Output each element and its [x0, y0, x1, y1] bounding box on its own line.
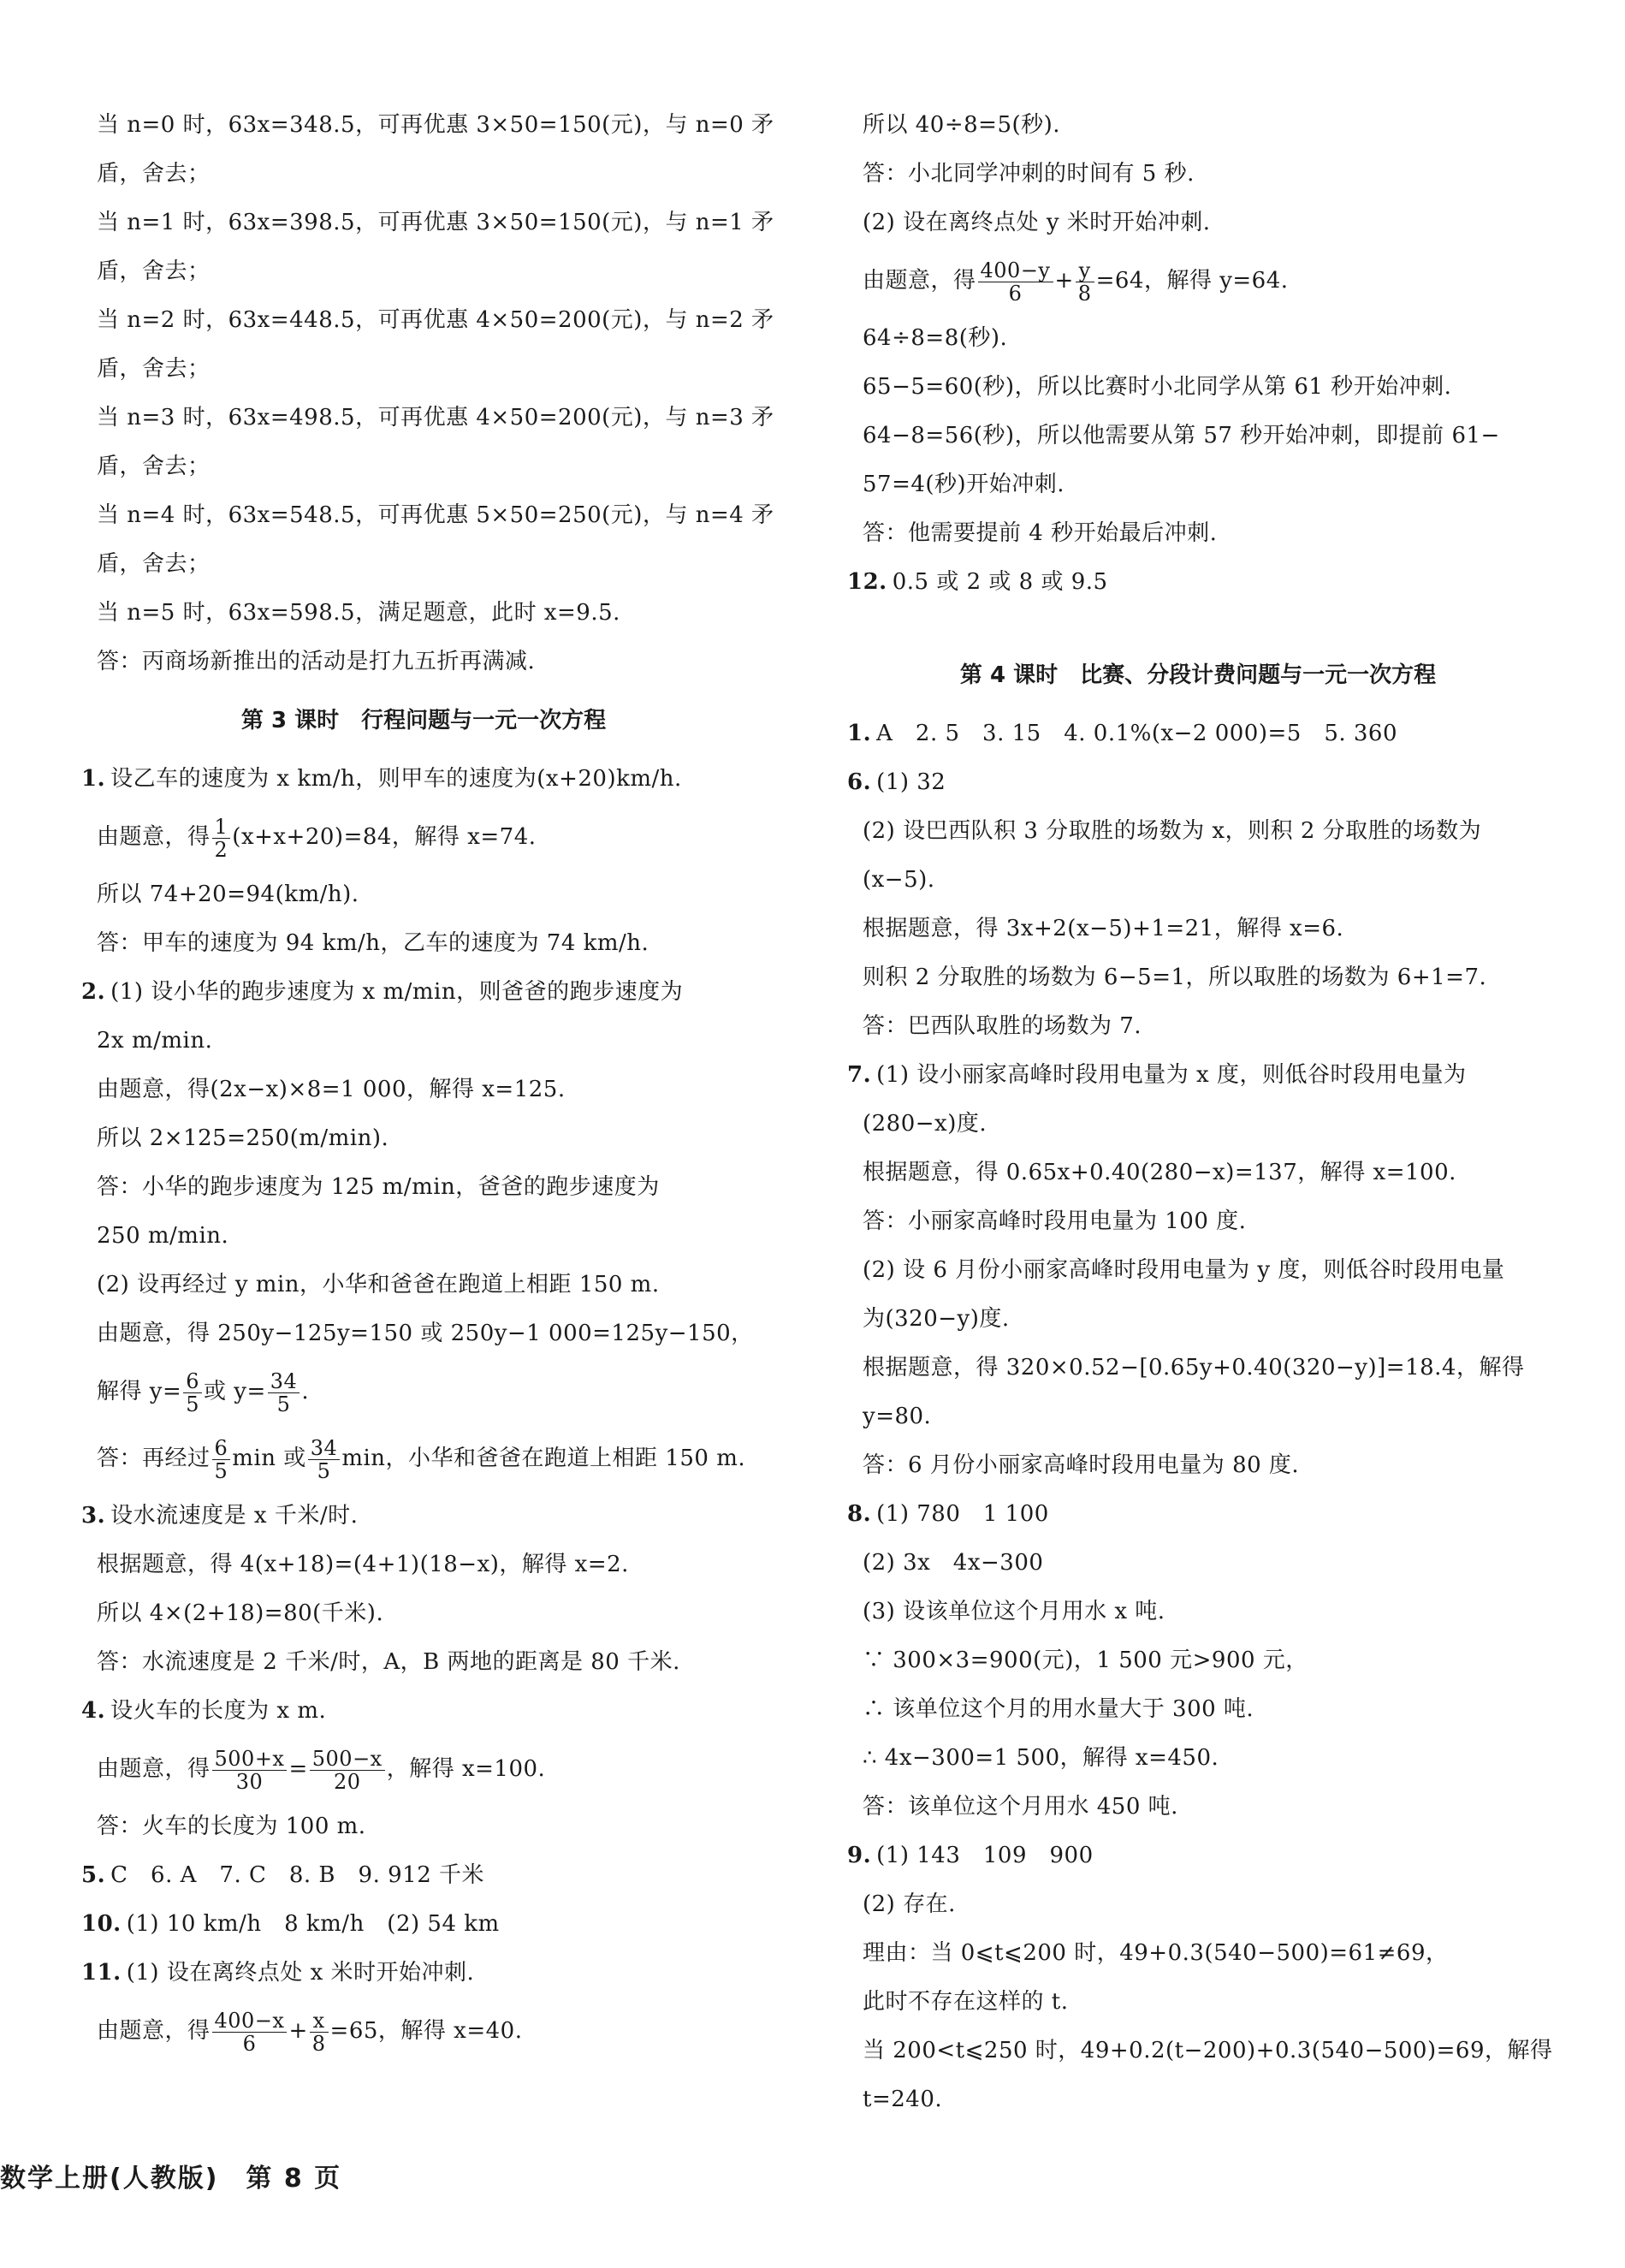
text: (1) 10 km/h 8 km/h (2) 54 km	[126, 1911, 500, 1937]
denominator: 6	[242, 2031, 257, 2056]
text: 由题意，得	[97, 824, 211, 850]
text-line: 答：水流速度是 2 千米/时，A，B 两地的距离是 80 千米.	[97, 1649, 680, 1675]
question-line	[81, 1492, 766, 1541]
question-line	[81, 1900, 766, 1949]
fraction	[212, 2010, 288, 2055]
text-line: (3) 设该单位这个月用水 x 吨.	[863, 1599, 1165, 1624]
text-line: y=80.	[863, 1404, 932, 1429]
text-line: ∵ 300×3=900(元)，1 500 元>900 元，	[863, 1648, 1308, 1673]
fraction	[268, 1370, 300, 1416]
question-number: 1.	[847, 721, 872, 746]
text-line: 2x m/min.	[97, 1028, 213, 1054]
text: =64，解得 y=64.	[1095, 268, 1289, 294]
question-number: 11.	[81, 1960, 122, 1986]
question-line	[81, 755, 766, 804]
text: +	[288, 2018, 308, 2044]
text-line: 盾，舍去；	[97, 258, 211, 284]
text: (1) 143 109 900	[876, 1843, 1094, 1868]
text-line: 答：火车的长度为 100 m.	[97, 1814, 366, 1839]
question-number: 6.	[847, 769, 872, 795]
text-line: 答：该单位这个月用水 450 吨.	[863, 1794, 1178, 1820]
denominator: 5	[214, 1458, 228, 1483]
text: A 2. 5 3. 15 4. 0.1%(x−2 000)=5 5. 360	[876, 721, 1398, 746]
question-line	[81, 968, 766, 1017]
question-line	[81, 1687, 766, 1736]
numerator: 34	[268, 1370, 300, 1393]
text-line: 65−5=60(秒)，所以比赛时小北同学从第 61 秒开始冲刺.	[863, 374, 1452, 400]
text-line: 根据题意，得 0.65x+0.40(280−x)=137，解得 x=100.	[863, 1160, 1456, 1185]
page-footer: 数学上册(人教版) 第 8 页	[0, 2164, 342, 2194]
question-line	[847, 1490, 1549, 1539]
numerator: 1	[212, 816, 231, 839]
equation-line	[81, 1425, 766, 1492]
text: =65，解得 x=40.	[329, 2018, 523, 2044]
text-line: (2) 存在.	[863, 1891, 956, 1917]
fraction	[310, 2010, 329, 2055]
text-line: ∴ 该单位这个月的用水量大于 300 吨.	[863, 1696, 1254, 1722]
question-line	[847, 1832, 1549, 1880]
text-line: ∴ 4x−300=1 500，解得 x=450.	[863, 1745, 1219, 1771]
text-line: 为(320−y)度.	[863, 1306, 1010, 1332]
text-line: 250 m/min.	[97, 1223, 229, 1249]
text-line: 盾，舍去；	[97, 454, 211, 479]
question-number: 9.	[847, 1843, 872, 1868]
text: min 或	[232, 1446, 306, 1471]
text: 解得 y=	[97, 1379, 182, 1404]
question-number: 12.	[847, 569, 887, 595]
text-line: 根据题意，得 320×0.52−[0.65y+0.40(320−y)]=18.4，解得	[863, 1355, 1525, 1380]
text: .	[301, 1379, 310, 1404]
text-line: 当 200<t⩽250 时，49+0.2(t−200)+0.3(540−500)=69，解得	[863, 2038, 1553, 2063]
text-line: 当 n=4 时，63x=548.5，可再优惠 5×50=250(元)，与 n=4 矛	[97, 502, 774, 528]
question-number: 3.	[81, 1503, 106, 1529]
text: (1) 设小华的跑步速度为 x m/min，则爸爸的跑步速度为	[110, 979, 684, 1005]
numerator: 500+x	[212, 1748, 288, 1771]
text-line: 理由：当 0⩽t⩽200 时，49+0.3(540−500)=61≠69，	[863, 1940, 1449, 1966]
numerator: 400−x	[212, 2010, 288, 2033]
text: 或 y=	[204, 1379, 266, 1404]
text-line: 答：他需要提前 4 秒开始最后冲刺.	[863, 520, 1218, 546]
question-line	[847, 709, 1549, 758]
text-line: 所以 4×(2+18)=80(千米).	[97, 1600, 384, 1626]
numerator: 400−y	[978, 259, 1053, 282]
text: min，小华和爸爸在跑道上相距 150 m.	[341, 1446, 746, 1471]
question-line	[81, 1949, 766, 1998]
text: (1) 设小丽家高峰时段用电量为 x 度，则低谷时段用电量为	[876, 1062, 1467, 1088]
text-line: 此时不存在这样的 t.	[863, 1989, 1069, 2015]
question-number: 8.	[847, 1501, 872, 1527]
text-line: 当 n=5 时，63x=598.5，满足题意，此时 x=9.5.	[97, 600, 620, 626]
text-line: (280−x)度.	[863, 1111, 987, 1137]
text-line: (2) 设巴西队积 3 分取胜的场数为 x，则积 2 分取胜的场数为	[863, 818, 1482, 844]
text-line: 所以 40÷8=5(秒).	[863, 112, 1061, 138]
denominator: 8	[311, 2031, 326, 2056]
text-line: 盾，舍去；	[97, 356, 211, 382]
denominator: 5	[317, 1458, 331, 1483]
denominator: 5	[186, 1392, 200, 1416]
fraction	[978, 259, 1053, 305]
text: (1) 32	[876, 769, 946, 795]
text-line: 所以 2×125=250(m/min).	[97, 1125, 389, 1151]
question-line	[847, 758, 1549, 807]
text-line: 根据题意，得 4(x+18)=(4+1)(18−x)，解得 x=2.	[97, 1552, 629, 1577]
text: C 6. A 7. C 8. B 9. 912 千米	[110, 1862, 485, 1888]
text: =	[288, 1756, 308, 1782]
denominator: 6	[1008, 281, 1023, 306]
text: +	[1054, 268, 1074, 294]
text-line: 则积 2 分取胜的场数为 6−5=1，所以取胜的场数为 6+1=7.	[863, 965, 1487, 990]
numerator: x	[310, 2010, 329, 2033]
text-line: 当 n=0 时，63x=348.5，可再优惠 3×50=150(元)，与 n=0 矛	[97, 112, 774, 138]
text-line: (2) 设 6 月份小丽家高峰时段用电量为 y 度，则低谷时段用电量	[863, 1257, 1505, 1283]
text-line: 当 n=2 时，63x=448.5，可再优惠 4×50=200(元)，与 n=2 矛	[97, 307, 774, 333]
text-line: 由题意，得 250y−125y=150 或 250y−1 000=125y−150，	[97, 1321, 754, 1346]
denominator: 20	[333, 1769, 361, 1794]
denominator: 8	[1077, 281, 1092, 306]
question-number: 10.	[81, 1911, 122, 1937]
question-number: 5.	[81, 1862, 106, 1888]
text-line: 当 n=1 时，63x=398.5，可再优惠 3×50=150(元)，与 n=1 矛	[97, 210, 774, 235]
fraction	[310, 1748, 385, 1793]
right-column	[847, 101, 1553, 2124]
text: 设火车的长度为 x m.	[110, 1698, 327, 1724]
text: 设水流速度是 x 千米/时.	[110, 1503, 359, 1529]
text-line: 答：巴西队取胜的场数为 7.	[863, 1013, 1142, 1039]
text-line: 57=4(秒)开始冲刺.	[863, 472, 1065, 497]
text-line: 答：6 月份小丽家高峰时段用电量为 80 度.	[863, 1452, 1300, 1478]
question-number: 4.	[81, 1698, 106, 1724]
text: 由题意，得	[97, 2018, 211, 2044]
text: 由题意，得	[97, 1756, 211, 1782]
text-line: 答：小丽家高峰时段用电量为 100 度.	[863, 1208, 1247, 1234]
equation-line	[81, 1998, 766, 2064]
fraction	[183, 1370, 202, 1416]
text: 答：再经过	[97, 1446, 211, 1471]
text: (1) 780 1 100	[876, 1501, 1049, 1527]
question-line	[847, 558, 1549, 607]
equation-line	[847, 247, 1549, 314]
text: (1) 设在离终点处 x 米时开始冲刺.	[126, 1960, 475, 1986]
question-number: 2.	[81, 979, 106, 1005]
text-line: 根据题意，得 3x+2(x−5)+1=21，解得 x=6.	[863, 916, 1344, 941]
fraction	[212, 1748, 288, 1793]
text-line: 答：丙商场新推出的活动是打九五折再满减.	[97, 649, 536, 674]
text-line: 答：小北同学冲刺的时间有 5 秒.	[863, 161, 1195, 187]
text-line: 当 n=3 时，63x=498.5，可再优惠 4×50=200(元)，与 n=3 矛	[97, 405, 774, 430]
denominator: 5	[276, 1392, 291, 1416]
equation-line	[81, 1736, 766, 1802]
fraction	[308, 1437, 341, 1482]
text-line: 盾，舍去；	[97, 551, 211, 577]
denominator: 2	[214, 837, 228, 862]
text-line: t=240.	[863, 2087, 943, 2112]
equation-line	[81, 1358, 766, 1425]
question-number: 7.	[847, 1062, 872, 1088]
text-line: (2) 设再经过 y min，小华和爸爸在跑道上相距 150 m.	[97, 1272, 660, 1297]
text-line: (x−5).	[863, 867, 935, 893]
text: 0.5 或 2 或 8 或 9.5	[892, 569, 1108, 595]
numerator: 6	[212, 1437, 231, 1460]
text-line: (2) 3x 4x−300	[863, 1550, 1044, 1576]
numerator: y	[1076, 259, 1094, 282]
question-line	[847, 1051, 1549, 1100]
numerator: 6	[183, 1370, 202, 1393]
text-line: 答：小华的跑步速度为 125 m/min，爸爸的跑步速度为	[97, 1174, 660, 1200]
text: ，解得 x=100.	[386, 1756, 546, 1782]
section-heading: 第 3 课时 行程问题与一元一次方程	[240, 708, 607, 733]
text-line: 所以 74+20=94(km/h).	[97, 882, 359, 907]
text-line: (2) 设在离终点处 y 米时开始冲刺.	[863, 210, 1211, 235]
text-line: 由题意，得(2x−x)×8=1 000，解得 x=125.	[97, 1077, 566, 1102]
fraction	[1076, 259, 1094, 305]
left-column	[81, 101, 774, 2064]
fraction	[212, 1437, 231, 1482]
fraction	[212, 816, 231, 861]
text: 由题意，得	[863, 268, 976, 294]
section-heading: 第 4 课时 比赛、分段计费问题与一元一次方程	[959, 662, 1437, 688]
numerator: 500−x	[310, 1748, 385, 1771]
text: (x+x+20)=84，解得 x=74.	[232, 824, 537, 850]
denominator: 30	[235, 1769, 264, 1794]
text-line: 答：甲车的速度为 94 km/h，乙车的速度为 74 km/h.	[97, 930, 649, 956]
question-number: 1.	[81, 766, 106, 792]
equation-line	[81, 804, 766, 870]
numerator: 34	[308, 1437, 341, 1460]
text-line: 64−8=56(秒)，所以他需要从第 57 秒开始冲刺，即提前 61−	[863, 423, 1500, 448]
text-line: 64÷8=8(秒).	[863, 325, 1008, 351]
question-line	[81, 1851, 766, 1900]
text-line: 盾，舍去；	[97, 161, 211, 187]
text: 设乙车的速度为 x km/h，则甲车的速度为(x+20)km/h.	[110, 766, 682, 792]
